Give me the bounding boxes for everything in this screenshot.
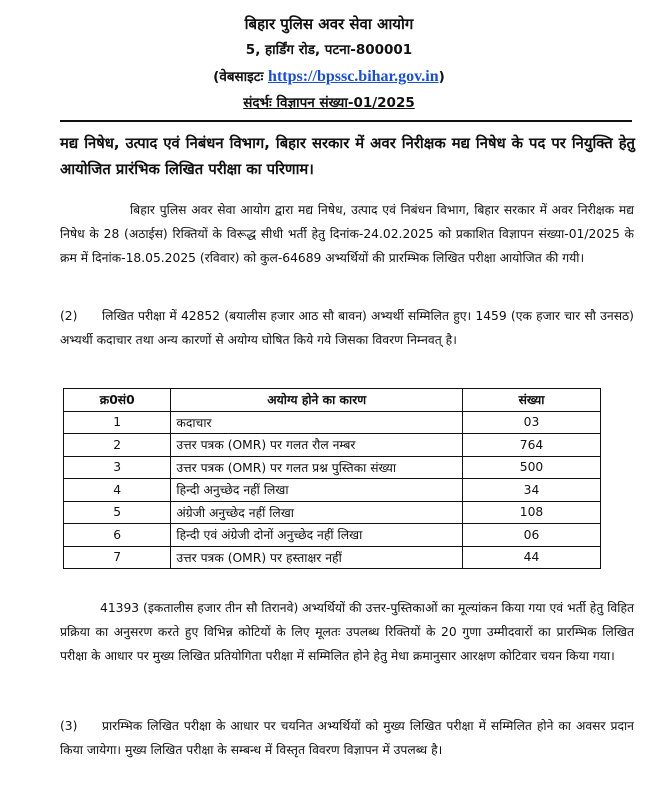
reference-text: संदर्भः विज्ञापन संख्या-01/2025	[243, 95, 415, 111]
table-row	[64, 411, 601, 434]
reference-line	[0, 93, 658, 111]
cell-reason: उत्तर पत्रक (OMR) पर गलत रौल नम्बर	[171, 434, 463, 457]
paragraph-4-number: (3)	[60, 719, 78, 733]
header-divider	[60, 120, 632, 122]
org-address: 5, हार्डिंग रोड, पटना-800001	[245, 42, 413, 58]
cell-reason: उत्तर पत्रक (OMR) पर गलत प्रश्न पुस्तिका संख्या	[171, 456, 463, 479]
cell-sn: 5	[64, 501, 171, 524]
cell-count: 108	[462, 501, 600, 524]
cell-reason: कदाचार	[171, 411, 463, 434]
cell-count: 44	[462, 546, 600, 569]
table-row	[64, 501, 601, 524]
cell-count: 06	[462, 524, 600, 547]
paragraph-4	[60, 714, 634, 762]
paragraph-2	[60, 304, 634, 352]
org-name: बिहार पुलिस अवर सेवा आयोग	[244, 15, 414, 33]
cell-count: 34	[462, 479, 600, 502]
cell-sn: 3	[64, 456, 171, 479]
website-suffix: )	[438, 69, 445, 85]
paragraph-2-number: (2)	[60, 309, 78, 323]
table-row	[64, 456, 601, 479]
notice-title: मद्य निषेध, उत्पाद एवं निबंधन विभाग, बिहार सरकार में अवर निरीक्षक मद्य निषेध के पद पर नियुक्ति हेतु आयोजित प्रारंभिक लिखित परीक्षा का परिणाम।	[60, 135, 635, 178]
cell-sn: 6	[64, 524, 171, 547]
cell-count: 03	[462, 411, 600, 434]
cell-sn: 7	[64, 546, 171, 569]
website-line	[0, 67, 658, 86]
header-sn: क्र0सं0	[64, 389, 171, 412]
table-row	[64, 434, 601, 457]
cell-reason: हिन्दी अनुच्छेद नहीं लिखा	[171, 479, 463, 502]
table-row	[64, 546, 601, 569]
cell-sn: 4	[64, 479, 171, 502]
paragraph-2-text: लिखित परीक्षा में 42852 (बयालीस हजार आठ सौ बावन) अभ्यर्थी सम्मिलित हुए। 1459 (एक हजार चार सौ उनसठ) अभ्यर्थी कदाचार तथा अन्य कारणों से अयोग्य घोषित किये गये जिसका विवरण निम्नवत् है।	[60, 309, 634, 347]
cell-reason: उत्तर पत्रक (OMR) पर हस्ताक्षर नहीं	[171, 546, 463, 569]
table-header-row	[64, 389, 601, 412]
paragraph-1: बिहार पुलिस अवर सेवा आयोग द्वारा मद्य निषेध, उत्पाद एवं निबंधन विभाग, बिहार सरकार में अवर निरीक्षक मद्य निषेध के 28 (अठाईस) रिक्तियों के विरूद्ध सीधी भर्ती हेतु दिनांक-24.02.2025 को प्रकाशित विज्ञापन संख्या-01/2025 के क्रम में दिनांक-18.05.2025 (रविवार) को कुल-64689 अभ्यर्थियों की प्रारम्भिक लिखित परीक्षा आयोजित की गयी।	[60, 203, 634, 265]
website-prefix: (वेबसाइटः	[213, 69, 269, 85]
cell-reason: अंग्रेजी अनुच्छेद नहीं लिखा	[171, 501, 463, 524]
website-link[interactable]: https://bpssc.bihar.gov.in	[268, 68, 439, 85]
disqualification-table	[63, 388, 601, 569]
cell-sn: 2	[64, 434, 171, 457]
cell-count: 764	[462, 434, 600, 457]
header-reason: अयोग्य होने का कारण	[171, 389, 463, 412]
cell-sn: 1	[64, 411, 171, 434]
cell-count: 500	[462, 456, 600, 479]
paragraph-4-text: प्रारम्भिक लिखित परीक्षा के आधार पर चयनित अभ्यर्थियों को मुख्य लिखित परीक्षा में सम्मिलित होने का अवसर प्रदान किया जायेगा। मुख्य लिखित परीक्षा के सम्बन्ध में विस्तृत विवरण विज्ञापन में उपलब्ध है।	[60, 719, 634, 757]
header-count: संख्या	[462, 389, 600, 412]
cell-reason: हिन्दी एवं अंग्रेजी दोनों अनुच्छेद नहीं लिखा	[171, 524, 463, 547]
table-row	[64, 524, 601, 547]
paragraph-3: 41393 (इकतालीस हजार तीन सौ तिरानवे) अभ्यर्थियों की उत्तर-पुस्तिकाओं का मूल्यांकन किया गया एवं भर्ती हेतु विहित प्रक्रिया का अनुसरण करते हुए विभिन्न कोटियों के लिए मूलतः उपलब्ध रिक्तियों के 20 गुणा उम्मीदवारों का प्रारम्भिक लिखित परीक्षा के आधार पर मुख्य लिखित प्रतियोगिता परीक्षा में सम्मिलित होने हेतु मेधा क्रमानुसार आरक्षण कोटिवार चयन किया गया।	[60, 601, 634, 663]
table-row	[64, 479, 601, 502]
